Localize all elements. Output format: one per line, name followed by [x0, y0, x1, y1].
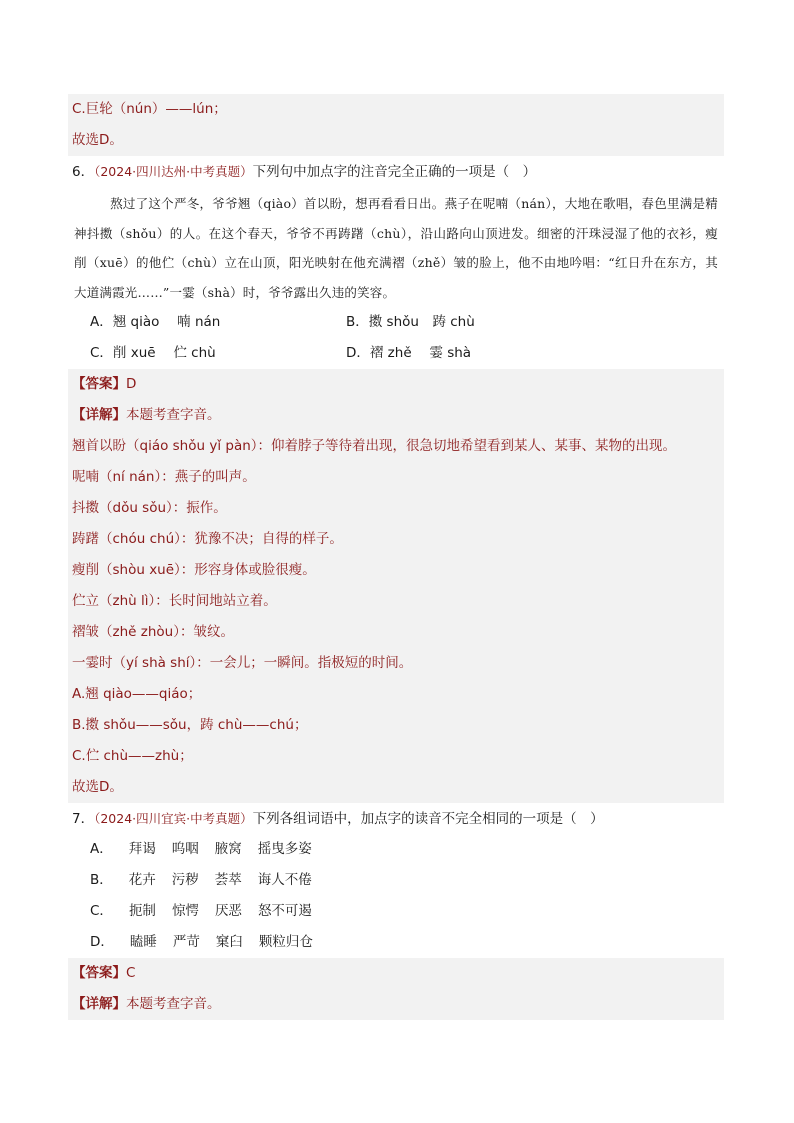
option-word: 腋窝 — [214, 841, 242, 857]
explanation-line: 翘首以盼（qiáo shǒu yǐ pàn）：仰着脖子等待着出现，很急切地希望看到某人、某事、某物的出现。 — [68, 431, 724, 462]
explanation-line: 伫立（zhù lì）：长时间地站立着。 — [68, 586, 724, 617]
question-7-stem — [68, 803, 724, 834]
option-word: 花卉 — [128, 872, 156, 888]
option-letter: A． — [90, 841, 113, 857]
option-b: B．擞 shǒu 踌 chù — [346, 314, 475, 330]
option-a: A．翘 qiào 喃 nán — [90, 314, 221, 330]
question-number: 7． — [72, 811, 95, 827]
option-word: 严苛 — [172, 934, 200, 950]
option-word: 厌恶 — [214, 903, 242, 919]
detail-tag: 【详解】 — [72, 996, 126, 1012]
answer-value: C — [126, 965, 136, 981]
question-number: 6． — [72, 164, 95, 180]
question-7-answer — [68, 958, 724, 989]
option-word: 拜谒 — [128, 841, 156, 857]
question-7-option-c — [68, 896, 724, 927]
answer-tag: 【答案】 — [72, 376, 126, 392]
option-word: 瞌睡 — [129, 934, 157, 950]
detail-intro: 本题考查字音。 — [126, 996, 221, 1012]
question-text: 下列各组词语中，加点字的读音不完全相同的一项是（ ） — [252, 811, 604, 827]
explanation-line: 褶皱（zhě zhòu）：皱纹。 — [68, 617, 724, 648]
question-6-stem — [68, 156, 724, 187]
detail-tag: 【详解】 — [72, 407, 126, 423]
question-7-option-b — [68, 865, 724, 896]
question-6-passage — [68, 187, 724, 307]
question-text: 下列句中加点字的注音完全正确的一项是（ ） — [252, 164, 537, 180]
option-word: 扼制 — [128, 903, 156, 919]
option-word: 惊愕 — [171, 903, 199, 919]
answer-value: D — [126, 376, 137, 392]
passage-text: 熬过了这个严冬，爷爷翘（qiào）首以盼，想再看看日出。燕子在呢喃（nán），大地在歌唱，春色里满是精神抖擞（shǒu）的人。在这个春天，爷爷不再踌躇（chù），沿山路向山顶进发。细密的汗珠浸湿了他的衣衫，瘦削（xuē）的他伫（chù）立在山顶，阳光映射在他充满褶（zhě）皱的脸上，他不由地吟唱：“红日升在东方，其大道满霞光……”一霎（shà）时，爷爷露出久违的笑容。 — [74, 196, 718, 300]
option-word: 怒不可遏 — [257, 903, 312, 919]
question-6-options-row-1 — [68, 307, 724, 338]
question-source: （2024·四川宜宾·中考真题） — [94, 811, 253, 826]
prev-conclusion-line: 故选D。 — [68, 125, 724, 156]
detail-intro: 本题考查字音。 — [126, 407, 221, 423]
question-source: （2024·四川达州·中考真题） — [94, 164, 253, 179]
explanation-line: 抖擞（dǒu sǒu）：振作。 — [68, 493, 724, 524]
option-c: C．削 xuē 伫 chù — [90, 345, 216, 361]
option-word: 污秽 — [171, 872, 199, 888]
question-6-options-row-2 — [68, 338, 724, 369]
document-page — [68, 94, 724, 1020]
option-word: 诲人不倦 — [257, 872, 312, 888]
prev-explanation-line: C.巨轮（nún）——lún； — [68, 94, 724, 125]
explanation-line: 故选D。 — [68, 772, 724, 803]
option-word: 摇曳多姿 — [257, 841, 312, 857]
option-d: D．褶 zhě 霎 shà — [346, 345, 472, 361]
option-word: 荟萃 — [214, 872, 242, 888]
question-7-option-a — [68, 834, 724, 865]
option-letter: D． — [90, 934, 114, 950]
option-letter: C． — [90, 903, 113, 919]
answer-tag: 【答案】 — [72, 965, 126, 981]
option-word: 颗粒归仓 — [258, 934, 313, 950]
question-6-answer — [68, 369, 724, 400]
option-letter: B． — [90, 872, 113, 888]
explanation-line: 踌躇（chóu chú）：犹豫不决；自得的样子。 — [68, 524, 724, 555]
question-7-option-d — [68, 927, 724, 958]
explanation-line: A.翘 qiào——qiáo； — [68, 679, 724, 710]
question-6-detail — [68, 400, 724, 431]
explanation-line: 瘦削（shòu xuē）：形容身体或脸很瘦。 — [68, 555, 724, 586]
explanation-line: B.擞 shǒu——sǒu，踌 chù——chú； — [68, 710, 724, 741]
option-word: 呜咽 — [171, 841, 199, 857]
explanation-line: C.伫 chù——zhù； — [68, 741, 724, 772]
explanation-line: 一霎时（yí shà shí）：一会儿；一瞬间。指极短的时间。 — [68, 648, 724, 679]
explanation-line: 呢喃（ní nán）：燕子的叫声。 — [68, 462, 724, 493]
option-word: 窠臼 — [215, 934, 243, 950]
question-7-detail — [68, 989, 724, 1020]
